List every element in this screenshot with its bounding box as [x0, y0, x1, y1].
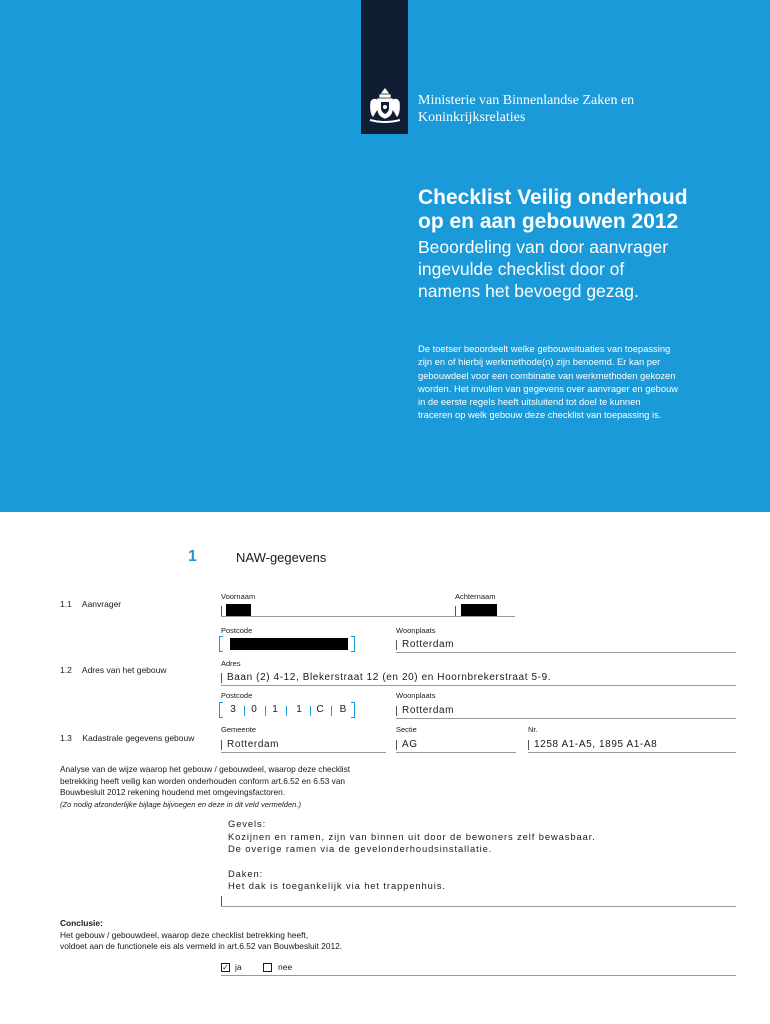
char-separator — [286, 706, 287, 716]
section-title: NAW-gegevens — [236, 550, 327, 565]
conclusion-line: voldoet aan de functionele eis als vermeld in art.6.52 van Bouwbesluit 2012. — [60, 941, 343, 951]
row-label-adres — [60, 665, 167, 675]
bracket-left — [219, 636, 223, 652]
achternaam-field[interactable] — [461, 604, 497, 616]
subtitle-line-2: ingevulde checklist door of — [418, 259, 625, 279]
row-text: Adres van het gebouw — [81, 665, 167, 675]
ministry-line-2: Koninkrijksrelaties — [418, 110, 526, 125]
row-label-aanvrager — [60, 599, 121, 609]
woonplaats-value[interactable]: Rotterdam — [402, 705, 455, 716]
field-tick — [396, 706, 397, 716]
analysis-line: betrekking heeft veilig kan worden onderhouden conform art.6.52 en 6.53 van — [60, 775, 346, 786]
field-tick — [221, 673, 222, 683]
notes-line: Kozijnen en ramen, zijn van binnen uit door de bewoners zelf bewasbaar. — [228, 830, 596, 842]
subtitle-line-3: namens het bevoegd gezag. — [418, 281, 639, 301]
analysis-note: (Zo nodig afzonderlijke bijlage bijvoegen en deze in dit veld vermelden.) — [60, 799, 302, 809]
field-tick — [221, 740, 222, 750]
row-number: 1.1 — [60, 599, 72, 609]
row-text: Kadastrale gegevens gebouw — [82, 733, 195, 743]
notes-line: Het dak is toegankelijk via het trappenhuis. — [228, 880, 446, 891]
postcode-redacted — [230, 638, 348, 650]
analysis-line: Analyse van de wijze waarop het gebouw / gebouwdeel, waarop deze checklist — [60, 764, 351, 774]
gemeente-value[interactable]: Rotterdam — [227, 739, 280, 750]
page-title — [418, 186, 688, 234]
conclusion — [60, 918, 342, 953]
postcode-field[interactable] — [219, 702, 355, 718]
title-line-2: op en aan gebouwen 2012 — [418, 210, 679, 233]
intro-line: in de eerste regels heeft uitsluitend tot doel te kunnen — [418, 396, 641, 408]
section-number: 1 — [188, 548, 197, 565]
row-text: Aanvrager — [81, 599, 122, 609]
intro-line: De toetser beoordeelt welke gebouwsituaties van toepassing — [418, 343, 671, 354]
bracket-left — [219, 702, 223, 718]
bracket-right — [351, 636, 355, 652]
voornaam-label: Voornaam — [221, 592, 256, 601]
intro-line: gebouwdeel voor een combinatie van werkmethoden gekozen — [418, 369, 676, 381]
ja-checkbox[interactable]: ✓ — [222, 963, 229, 972]
ministry-name — [418, 92, 634, 126]
field-rule — [221, 616, 461, 617]
conclusion-heading: Conclusie: — [60, 918, 103, 928]
analysis-textarea[interactable] — [228, 818, 596, 893]
nr-label: Nr. — [528, 725, 538, 734]
analysis-instructions — [60, 764, 350, 810]
field-rule — [221, 685, 736, 686]
field-rule — [396, 718, 736, 719]
logo-strip — [361, 0, 408, 134]
field-rule — [221, 975, 736, 976]
postcode-char: 3 — [230, 704, 236, 715]
woonplaats-label: Woonplaats — [396, 626, 436, 635]
notes-line: Gevels: — [228, 818, 267, 829]
postcode-char: 1 — [272, 704, 278, 715]
intro-line: zijn en of hierbij werkmethode(n) zijn benoemd. Er kan per — [418, 356, 661, 368]
notes-line: Daken: — [228, 867, 264, 879]
nee-label: nee — [278, 962, 293, 972]
intro-line: worden. Het invullen van gegevens over aanvrager en gebouw — [418, 382, 679, 394]
field-rule — [221, 906, 736, 907]
field-rule — [455, 616, 515, 617]
field-tick — [396, 640, 397, 650]
nee-checkbox[interactable] — [263, 963, 272, 972]
achternaam-label: Achternaam — [455, 592, 496, 601]
char-separator — [244, 706, 245, 716]
postcode-char: 0 — [251, 704, 257, 715]
intro-text — [418, 342, 718, 422]
title-line-1: Checklist Veilig onderhoud — [418, 186, 688, 209]
sectie-label: Sectie — [396, 725, 417, 734]
voornaam-field[interactable] — [226, 604, 251, 616]
analysis-line: Bouwbesluit 2012 rekening houdend met omgevingsfactoren. — [60, 787, 286, 797]
woonplaats-label: Woonplaats — [396, 691, 436, 700]
row-number: 1.3 — [60, 733, 72, 743]
char-separator — [310, 706, 311, 716]
conclusion-line: Het gebouw / gebouwdeel, waarop deze checklist betrekking heeft, — [60, 929, 309, 940]
field-rule — [396, 752, 516, 753]
row-number: 1.2 — [60, 665, 72, 675]
field-rule — [396, 652, 736, 653]
postcode-char: C — [316, 704, 324, 715]
gemeente-label: Gemeente — [221, 725, 257, 734]
ja-label: ja — [235, 962, 242, 972]
sectie-value[interactable]: AG — [402, 739, 418, 750]
postcode-char: B — [339, 704, 347, 715]
char-separator — [265, 706, 266, 716]
nr-value[interactable]: 1258 A1-A5, 1895 A1-A8 — [534, 739, 658, 750]
intro-line: traceren op welk gebouw deze checklist van toepassing is. — [418, 409, 662, 421]
field-tick — [221, 606, 222, 616]
field-rule — [528, 752, 736, 753]
bracket-right — [351, 702, 355, 718]
postcode-label: Postcode — [221, 691, 253, 700]
field-tick — [221, 896, 222, 906]
adres-value[interactable]: Baan (2) 4-12, Blekerstraat 12 (en 20) en Hoornbrekerstraat 5-9. — [227, 672, 552, 683]
field-rule — [221, 752, 386, 753]
ministry-line-1: Ministerie van Binnenlandse Zaken en — [418, 93, 635, 108]
woonplaats-value[interactable]: Rotterdam — [402, 639, 455, 650]
field-tick — [396, 740, 397, 750]
char-separator — [331, 706, 332, 716]
row-label-kadastraal — [60, 733, 194, 743]
page-subtitle — [418, 236, 668, 302]
postcode-label: Postcode — [221, 626, 253, 635]
postcode-char: 1 — [296, 704, 302, 715]
subtitle-line-1: Beoordeling van door aanvrager — [418, 237, 669, 257]
royal-crest-icon — [365, 86, 405, 126]
field-tick — [455, 606, 456, 616]
adres-label: Adres — [221, 659, 241, 668]
field-tick — [528, 740, 529, 750]
notes-line: De overige ramen via de gevelonderhoudsinstallatie. — [228, 843, 493, 854]
